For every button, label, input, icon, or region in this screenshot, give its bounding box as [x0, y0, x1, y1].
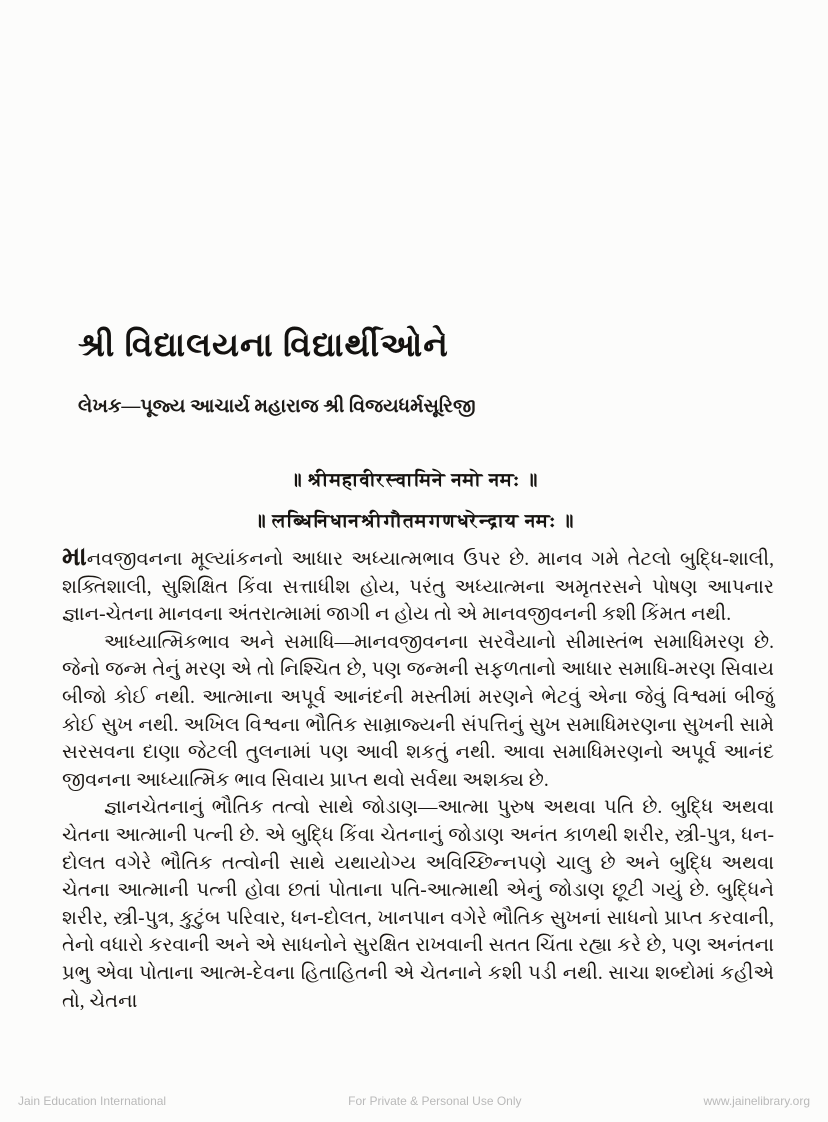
footer-publisher: Jain Education International	[18, 1094, 167, 1108]
page-title: શ્રી વિદ્યાલયના વિદ્યાર્થીઓને	[78, 328, 449, 365]
invocation-line-1: ॥ श्रीमहावीरस्वामिने नमो नमः ॥	[289, 470, 539, 491]
footer-usage-notice: For Private & Personal Use Only	[348, 1094, 522, 1108]
paragraph-1	[62, 544, 774, 629]
body-text	[62, 544, 774, 1015]
invocation-line-2: ॥ लब्धिनिधानश्रीगौतमगणधरेन्द्राय नमः ॥	[253, 511, 575, 532]
footer-website: www.jainelibrary.org	[703, 1094, 810, 1108]
scan-footer	[0, 1094, 828, 1108]
paragraph-1-text: નવજીવનના મૂલ્યાંકનનો આધાર અધ્યાત્મભાવ ઉપર છે. માનવ ગમે તેટલો બુદ્ધિ-શાલી, શક્તિશાલી, સુશિક્ષિત કિંવા સત્તાધીશ હોય, પરંતુ અધ્યાત્મના અમૃતરસને પોષણ આપનાર જ્ઞાન-ચેતના માનવના અંતરાત્મામાં જાગી ન હોય તો એ માનવજીવનની કશી કિંમત નથી.	[62, 549, 774, 626]
paragraph-3: જ્ઞાનચેતનાનું ભૌતિક તત્વો સાથે જોડાણ—આત્મા પુરુષ અથવા પતિ છે. બુદ્ધિ અથવા ચેતના આત્માની પત્ની છે. એ બુદ્ધિ કિંવા ચેતનાનું જોડાણ અનંત કાળથી શરીર, સ્ત્રી-પુત્ર, ધન-દોલત વગેરે ભૌતિક તત્વોની સાથે યથાયોગ્ય અવિચ્છિન્નપણે ચાલુ છે અને બુદ્ધિ અથવા ચેતના આત્માની પત્ની હોવા છતાં પોતાના પતિ-આત્માથી એનું જોડાણ છૂટી ગયું છે. બુદ્ધિને શરીર, સ્ત્રી-પુત્ર, કુટુંબ પરિવાર, ધન-દોલત, ખાનપાન વગેરે ભૌતિક સુખનાં સાધનો પ્રાપ્ત કરવાની, તેનો વધારો કરવાની અને એ સાધનોને સુરક્ષિત રાખવાની સતત ચિંતા રહ્યા કરે છે, પણ અનંતના પ્રભુ એવા પોતાના આત્મ-દેવના હિતાહિતની એ ચેતનાને કશી પડી નથી. સાચા શબ્દોમાં કહીએ તો, ચેતના	[62, 797, 774, 1012]
paragraph-1-lead: મા	[62, 542, 87, 571]
paragraph-2: આધ્યાત્મિકભાવ અને સમાધિ—માનવજીવનના સરવૈયાનો સીમાસ્તંભ સમાધિમરણ છે. જેનો જન્મ તેનું મરણ એ તો નિશ્ચિત છે, પણ જન્મની સફળતાનો આધાર સમાધિ-મરણ સિવાય બીજો કોઈ નથી. આત્માના અપૂર્વ આનંદની મસ્તીમાં મરણને ભેટવું એના જેવું વિશ્વમાં બીજું કોઈ સુખ નથી. અખિલ વિશ્વના ભૌતિક સામ્રાજ્યની સંપત્તિનું સુખ સમાધિમરણના સુખની સામે સરસવના દાણા જેટલી તુલનામાં પણ આવી શકતું નથી. આવા સમાધિમરણનો અપૂર્વ આનંદ જીવનના આધ્યાત્મિક ભાવ સિવાય પ્રાપ્ત થવો સર્વથા અશક્ય છે.	[62, 631, 774, 791]
author-byline: લેખક—પૂજ્ય આચાર્ય મહારાજ શ્રી વિજયધર્મસૂરિજી	[78, 396, 476, 417]
invocation-block	[0, 460, 828, 542]
